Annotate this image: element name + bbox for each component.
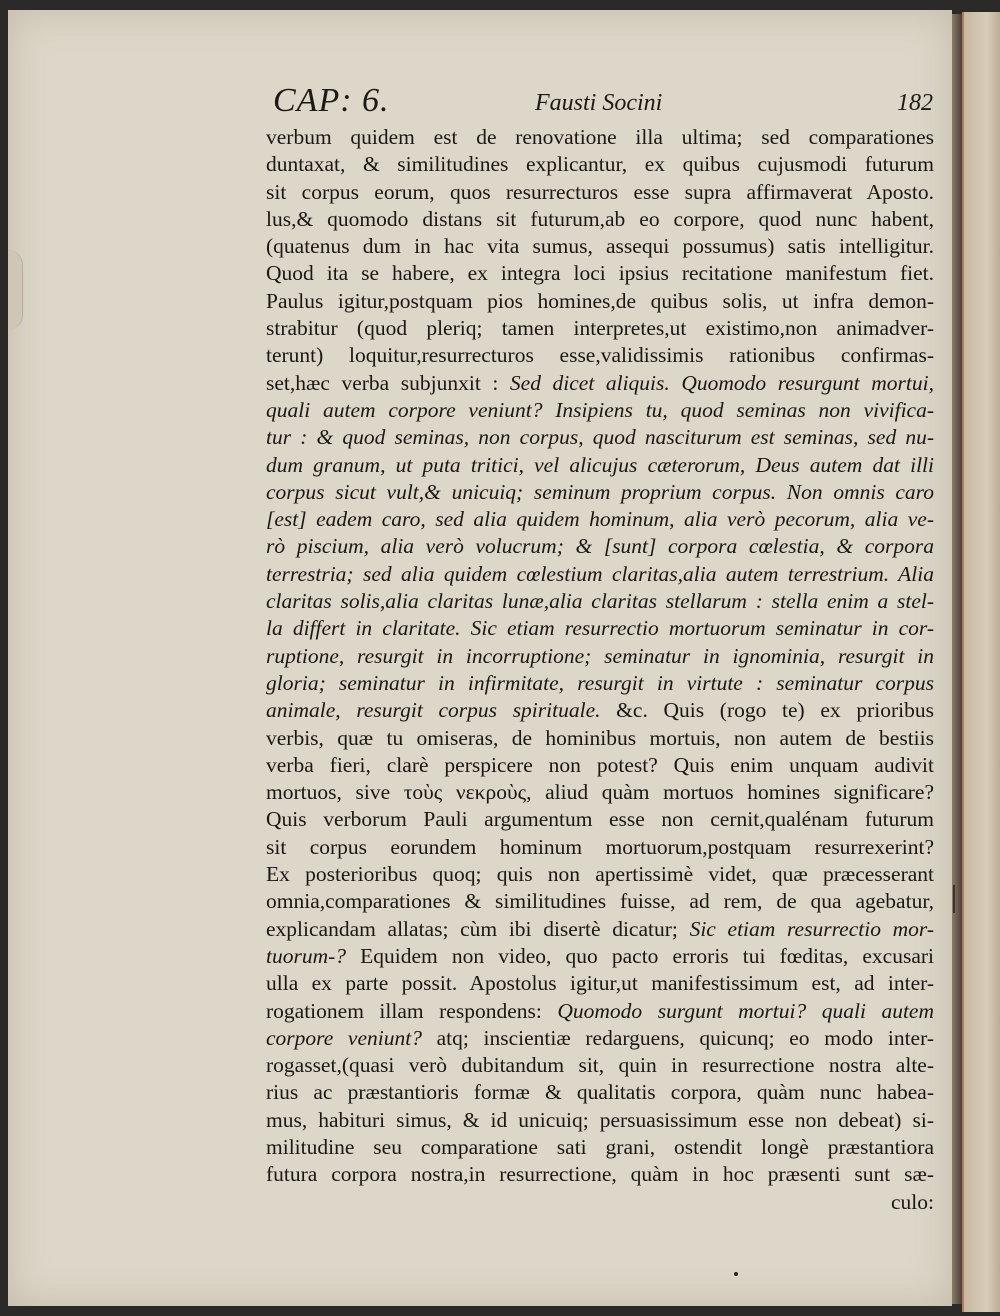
text-line xyxy=(266,452,934,479)
text-line xyxy=(266,670,934,697)
text-line xyxy=(266,1107,934,1134)
body-text xyxy=(266,124,934,1216)
text-line xyxy=(266,370,934,397)
roman-segment: omnia,comparationes & similitudines fuisse, ad rem, de qua agebatur, xyxy=(266,889,934,914)
text-line xyxy=(266,752,934,779)
italic-segment: Quomodo surgunt mortui? quali autem xyxy=(557,998,934,1023)
text-line xyxy=(266,179,934,206)
roman-segment: rogasset,(quasi verò dubitandum sit, quin in resurrectione nostra alte- xyxy=(266,1053,934,1078)
chapter-label: CAP: 6. xyxy=(273,82,390,119)
roman-segment: atq; inscientiæ redarguens, quicunq; eo modo inter- xyxy=(421,1025,934,1050)
text-line xyxy=(266,233,934,260)
italic-segment: tuorum-? xyxy=(266,943,347,968)
text-line xyxy=(266,288,934,315)
text-line xyxy=(266,260,934,287)
roman-segment: Equidem non video, quo pacto erroris tui fœditas, excusari xyxy=(346,943,934,968)
page-gutter-shadow xyxy=(952,14,962,1304)
text-line xyxy=(266,943,934,970)
roman-segment: Quod ita se habere, ex integra loci ipsius recitatione manifestum fiet. xyxy=(266,261,934,286)
text-line xyxy=(266,643,934,670)
next-page-edge xyxy=(962,12,1000,1312)
running-header xyxy=(273,80,933,126)
text-line xyxy=(266,397,934,424)
italic-segment: quali autem corpore veniunt? Insipiens tu, quod seminas non vivifica- xyxy=(266,397,934,422)
text-line xyxy=(266,588,934,615)
text-line xyxy=(266,697,934,724)
text-line xyxy=(266,1079,934,1106)
text-line xyxy=(266,725,934,752)
ink-speck xyxy=(734,1272,738,1276)
page-number: 182 xyxy=(897,90,933,116)
italic-segment: ruptione, resurgit in incorruptione; seminatur in ignominia, resurgit in xyxy=(266,643,934,668)
italic-segment: rò piscium, alia verò volucrum; & [sunt] corpora cœlestia, & corpora xyxy=(266,534,934,559)
text-line xyxy=(266,315,934,342)
text-line xyxy=(266,834,934,861)
roman-segment: verba fieri, clarè perspicere non potest? Quis enim unquam audivit xyxy=(266,752,934,777)
text-line xyxy=(266,998,934,1025)
roman-segment: militudine seu comparatione sati grani, ostendit longè præstantiora xyxy=(266,1134,934,1159)
roman-segment: set,hæc verba subjunxit : xyxy=(266,370,510,395)
text-line xyxy=(266,424,934,451)
roman-segment: Paulus igitur,postquam pios homines,de quibus solis, ut infra demon- xyxy=(266,288,934,313)
roman-segment: strabitur (quod pleriq; tamen interpretes,ut existimo,non animadver- xyxy=(266,316,934,341)
italic-segment: Sed dicet aliquis. Quomodo resurgunt mortui, xyxy=(509,370,934,395)
text-line xyxy=(266,861,934,888)
text-line xyxy=(266,561,934,588)
text-line xyxy=(266,151,934,178)
roman-segment: mortuos, sive τοὺς νεκροὺς, aliud quàm mortuos homines significare? xyxy=(266,780,934,805)
text-line xyxy=(266,1161,934,1188)
text-line xyxy=(266,1052,934,1079)
text-line xyxy=(266,1134,934,1161)
text-line xyxy=(266,206,934,233)
italic-segment: corpore veniunt? xyxy=(266,1025,422,1050)
italic-segment: gloria; seminatur in infirmitate, resurgit in virtute : seminatur corpus xyxy=(266,670,934,695)
roman-segment: rius ac præstantioris formæ & qualitatis corpora, quàm nunc habea- xyxy=(266,1080,934,1105)
roman-segment: Quis verborum Pauli argumentum esse non cernit,qualénam futurum xyxy=(266,807,934,832)
italic-segment: la differt in claritate. Sic etiam resurrectio mortuorum seminatur in cor- xyxy=(266,616,934,641)
text-line xyxy=(266,615,934,642)
book-page xyxy=(8,10,952,1306)
roman-segment: mus, habituri simus, & id unicuiq; persuasissimum esse non debeat) si- xyxy=(266,1107,934,1132)
italic-segment: Sic etiam resurrectio mor- xyxy=(689,916,934,941)
italic-segment: corpus sicut vult,& unicuiq; seminum proprium corpus. Non omnis caro xyxy=(266,479,934,504)
text-line xyxy=(266,1189,934,1216)
roman-segment: verbis, quæ tu omiseras, de hominibus mortuis, non autem de bestiis xyxy=(266,725,934,750)
roman-segment: duntaxat, & similitudines explicantur, ex quibus cujusmodi futurum xyxy=(266,152,934,177)
text-line xyxy=(266,124,934,151)
running-title: Fausti Socini xyxy=(535,90,663,116)
roman-segment: terunt) loquitur,resurrecturos esse,validissimis rationibus confirmas- xyxy=(266,343,934,368)
italic-segment: terrestria; sed alia quidem cœlestium claritas,alia autem terrestrium. Alia xyxy=(266,561,934,586)
roman-segment: lus,& quomodo distans sit futurum,ab eo corpore, quod nunc habent, xyxy=(266,206,934,231)
italic-segment: animale, resurgit corpus spirituale. xyxy=(266,698,601,723)
text-line xyxy=(266,506,934,533)
text-line xyxy=(266,779,934,806)
roman-segment: futura corpora nostra,in resurrectione, quàm in hoc præsenti sunt sæ- xyxy=(266,1162,934,1187)
italic-segment: tur : & quod seminas, non corpus, quod nasciturum est seminas, sed nu- xyxy=(266,425,934,450)
binding-mark xyxy=(8,250,23,330)
roman-segment: rogationem illam respondens: xyxy=(266,998,558,1023)
italic-segment: claritas solis,alia claritas lunæ,alia claritas stellarum : stella enim a stel- xyxy=(266,589,934,614)
italic-segment: [est] eadem caro, sed alia quidem hominum, alia verò pecorum, alia ve- xyxy=(266,507,934,532)
text-line xyxy=(266,342,934,369)
text-line xyxy=(266,916,934,943)
roman-segment: (quatenus dum in hac vita sumus, assequi possumus) satis intelligitur. xyxy=(266,234,934,259)
text-line xyxy=(266,1025,934,1052)
roman-segment: explicandam allatas; cùm ibi disertè dicatur; xyxy=(266,916,690,941)
roman-segment: culo: xyxy=(891,1189,934,1214)
roman-segment: &c. Quis (rogo te) ex prioribus xyxy=(600,698,934,723)
text-line xyxy=(266,479,934,506)
roman-segment: sit corpus eorum, quos resurrecturos esse supra affirmaverat Aposto. xyxy=(266,179,934,204)
roman-segment: ulla ex parte possit. Apostolus igitur,ut manifestissimum est, ad inter- xyxy=(266,971,934,996)
italic-segment: dum granum, ut puta tritici, vel alicujus cæterorum, Deus autem dat illi xyxy=(266,452,934,477)
text-line xyxy=(266,533,934,560)
text-line xyxy=(266,970,934,997)
roman-segment: Ex posterioribus quoq; quis non apertissimè videt, quæ præcesserant xyxy=(266,862,934,887)
text-line xyxy=(266,888,934,915)
roman-segment: verbum quidem est de renovatione illa ultima; sed comparationes xyxy=(266,125,934,149)
text-line xyxy=(266,806,934,833)
margin-mark xyxy=(953,885,955,913)
roman-segment: sit corpus eorundem hominum mortuorum,postquam resurrexerint? xyxy=(266,834,934,859)
